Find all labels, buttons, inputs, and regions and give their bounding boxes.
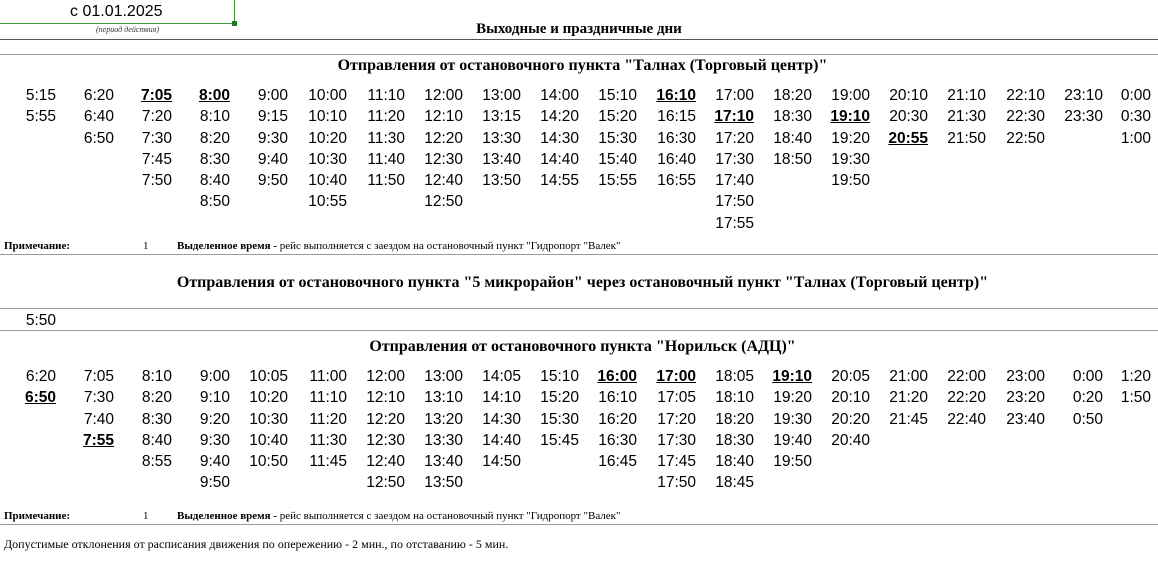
departure-time: 7:30	[141, 129, 172, 147]
departure-time: 12:20	[366, 410, 405, 428]
departure-time: 20:40	[831, 431, 870, 449]
departure-time: 9:40	[199, 453, 230, 471]
departure-time: 11:50	[367, 172, 405, 190]
departure-time: 13:40	[424, 453, 463, 471]
section-1-note	[177, 240, 621, 252]
departure-time: 7:20	[141, 108, 172, 126]
departure-time: 17:50	[715, 193, 754, 211]
departure-time: 12:10	[366, 389, 405, 407]
departure-time: 10:05	[249, 368, 288, 385]
departure-time: 18:30	[773, 108, 812, 126]
departure-time: 12:20	[424, 129, 463, 147]
departure-time: 16:30	[657, 129, 696, 147]
time-column	[714, 85, 754, 234]
departure-time: 17:30	[657, 431, 696, 449]
departure-time: 22:50	[1006, 129, 1045, 147]
time-column	[656, 85, 696, 191]
time-column	[889, 366, 928, 430]
departure-time: 10:20	[249, 389, 288, 407]
departure-time: 9:20	[199, 410, 230, 428]
departure-time: 20:10	[889, 87, 928, 104]
time-column	[888, 85, 928, 149]
departure-time: 23:10	[1064, 87, 1103, 104]
departure-time: 17:20	[715, 129, 754, 147]
departure-time: 20:10	[831, 389, 870, 407]
departure-time: 17:55	[715, 214, 754, 232]
departure-time: 18:50	[773, 150, 812, 168]
departure-time: 21:30	[947, 108, 986, 126]
departure-time-highlighted: 17:10	[714, 108, 754, 126]
time-column	[424, 366, 463, 494]
departure-time: 14:30	[540, 129, 579, 147]
departure-time: 11:10	[367, 87, 405, 104]
time-column	[1006, 366, 1045, 430]
departure-time-highlighted: 16:00	[597, 368, 637, 385]
departure-time: 21:20	[889, 389, 928, 407]
departure-time: 16:15	[657, 108, 696, 126]
departure-time: 16:10	[598, 389, 637, 407]
departure-time: 6:50	[83, 129, 114, 147]
section-1-top-rule	[0, 54, 1158, 55]
departure-time: 13:15	[482, 108, 521, 126]
departure-time: 14:30	[482, 410, 521, 428]
departure-time-highlighted: 7:55	[82, 431, 114, 449]
departure-time: 12:00	[366, 368, 405, 385]
header-divider	[0, 39, 1158, 40]
departure-time: 14:20	[540, 108, 579, 126]
departure-time: 11:30	[309, 431, 347, 449]
departure-time: 22:20	[947, 389, 986, 407]
departure-time: 15:40	[598, 150, 637, 168]
time-column	[597, 366, 637, 472]
departure-time: 8:50	[199, 193, 230, 211]
departure-time: 18:20	[715, 410, 754, 428]
departure-time: 23:00	[1006, 368, 1045, 385]
time-column	[308, 85, 347, 213]
time-column	[831, 366, 870, 451]
departure-time: 1:20	[1120, 368, 1151, 385]
departure-time: 11:30	[367, 129, 405, 147]
time-column	[715, 366, 754, 494]
departure-time: 20:20	[831, 410, 870, 428]
departure-time: 8:40	[199, 172, 230, 190]
departure-time: 9:50	[199, 474, 230, 492]
departure-time: 21:00	[889, 368, 928, 385]
time-column	[26, 85, 56, 128]
time-column	[366, 366, 405, 494]
time-column	[540, 85, 579, 191]
time-column	[540, 366, 579, 451]
time-column	[598, 85, 637, 191]
time-column	[84, 85, 114, 149]
period-date: с 01.01.2025	[70, 3, 163, 20]
departure-time: 14:10	[482, 389, 521, 407]
departure-time: 9:30	[199, 431, 230, 449]
departure-time: 17:45	[657, 453, 696, 471]
departure-time: 16:20	[598, 410, 637, 428]
time-column	[656, 366, 696, 494]
section-2-title: Отправления от остановочного пункта "5 микрорайон" через остановочный пункт "Талнах (Торговый центр)"	[176, 274, 989, 291]
departure-time: 19:30	[773, 410, 812, 428]
departure-time: 8:30	[199, 150, 230, 168]
departure-time: 18:30	[715, 431, 754, 449]
departure-time-highlighted: 20:55	[888, 129, 928, 147]
departure-time: 8:10	[141, 368, 172, 385]
time-column	[773, 85, 812, 170]
departure-time: 14:55	[540, 172, 579, 190]
departure-time: 11:45	[309, 453, 347, 471]
departure-time: 12:00	[424, 87, 463, 104]
section-3-note-number: 1	[143, 510, 149, 522]
section-3-note-label: Примечание:	[4, 510, 71, 522]
departure-time: 19:50	[773, 453, 812, 471]
departure-time: 10:30	[249, 410, 288, 428]
section-1-bottom-rule	[0, 254, 1158, 255]
departure-time: 22:30	[1006, 108, 1045, 126]
departure-time-highlighted: 6:50	[24, 389, 56, 407]
departure-time: 8:40	[141, 431, 172, 449]
departure-time: 8:20	[199, 129, 230, 147]
departure-time: 15:10	[598, 87, 637, 104]
departure-time: 21:45	[889, 410, 928, 428]
departure-time: 6:20	[83, 87, 114, 104]
departure-time: 9:15	[257, 108, 288, 126]
departure-time: 13:30	[424, 431, 463, 449]
section-3-title: Отправления от остановочного пункта "Норильск (АДЦ)"	[369, 338, 796, 355]
departure-time: 8:30	[141, 410, 172, 428]
departure-time: 18:45	[715, 474, 754, 492]
departure-time: 12:50	[366, 474, 405, 492]
departure-time: 14:05	[482, 368, 521, 385]
departure-time: 9:40	[257, 150, 288, 168]
departure-time: 14:00	[540, 87, 579, 104]
departure-time: 13:30	[482, 129, 521, 147]
departure-time: 8:10	[199, 108, 230, 126]
time-column	[83, 366, 114, 451]
departure-time: 9:00	[199, 368, 230, 385]
departure-time: 20:30	[889, 108, 928, 126]
departure-time: 0:00	[1120, 87, 1151, 104]
departure-time: 16:55	[657, 172, 696, 190]
period-caption: (период действия)	[96, 25, 160, 34]
departure-time: 18:20	[773, 87, 812, 104]
departure-time: 10:40	[249, 431, 288, 449]
time-column	[1006, 85, 1045, 149]
departure-time: 19:30	[831, 150, 870, 168]
time-column	[1121, 85, 1151, 149]
time-column	[1073, 366, 1103, 430]
departure-time: 15:10	[540, 368, 579, 385]
departure-time: 17:30	[715, 150, 754, 168]
departure-time: 19:50	[831, 172, 870, 190]
departure-time: 9:10	[199, 389, 230, 407]
time-column	[482, 85, 521, 191]
departure-time: 15:30	[540, 410, 579, 428]
departure-time: 23:30	[1064, 108, 1103, 126]
section-2-bottom-rule	[0, 330, 1158, 331]
departure-time: 14:50	[482, 453, 521, 471]
departure-time: 19:40	[773, 431, 812, 449]
departure-time: 17:20	[657, 410, 696, 428]
time-column	[200, 366, 230, 494]
departure-time: 7:45	[141, 150, 172, 168]
departure-time: 13:00	[482, 87, 521, 104]
departure-time: 20:05	[831, 368, 870, 385]
departure-time: 10:55	[308, 193, 347, 211]
departure-time-highlighted: 8:00	[198, 87, 230, 104]
departure-time: 13:10	[424, 389, 463, 407]
departure-time: 18:10	[715, 389, 754, 407]
departure-time: 22:40	[947, 410, 986, 428]
departure-time: 0:00	[1072, 368, 1103, 385]
departure-time: 6:20	[25, 368, 56, 385]
time-column	[26, 310, 56, 331]
departure-time: 12:50	[424, 193, 463, 211]
departure-time: 5:15	[25, 87, 56, 104]
departure-time: 22:00	[947, 368, 986, 385]
departure-time: 12:30	[366, 431, 405, 449]
time-column	[947, 366, 986, 430]
departure-time: 11:20	[367, 108, 405, 126]
departure-time: 8:20	[141, 389, 172, 407]
departure-time: 16:40	[657, 150, 696, 168]
departure-time-highlighted: 19:10	[830, 108, 870, 126]
departure-time: 17:50	[657, 474, 696, 492]
departure-time: 21:10	[947, 87, 986, 104]
section-1-note-text: рейс выполняется с заездом на остановочный пункт "Гидропорт "Валек"	[279, 240, 621, 252]
departure-time: 14:40	[482, 431, 521, 449]
departure-time: 13:40	[482, 150, 521, 168]
departure-time: 12:40	[424, 172, 463, 190]
departure-time: 10:00	[308, 87, 347, 104]
time-column	[947, 85, 986, 149]
departure-time: 9:30	[257, 129, 288, 147]
departure-time: 12:40	[366, 453, 405, 471]
time-column	[258, 85, 288, 191]
departure-time: 5:55	[25, 108, 56, 126]
departure-time: 23:40	[1006, 410, 1045, 428]
time-column	[1121, 366, 1151, 409]
departure-time: 15:30	[598, 129, 637, 147]
time-column	[249, 366, 288, 472]
departure-time: 19:20	[773, 389, 812, 407]
departure-time: 1:50	[1120, 389, 1151, 407]
time-column	[772, 366, 812, 472]
departure-time: 5:50	[25, 312, 56, 329]
departure-time: 15:55	[598, 172, 637, 190]
departure-time: 12:10	[424, 108, 463, 126]
departure-time-highlighted: 17:00	[656, 368, 696, 385]
section-1-note-highlight: Выделенное время -	[177, 240, 278, 252]
departure-time: 16:30	[598, 431, 637, 449]
departure-time: 17:40	[715, 172, 754, 190]
departure-time: 7:30	[83, 389, 114, 407]
departure-time: 18:40	[773, 129, 812, 147]
time-column	[830, 85, 870, 191]
departure-time: 11:10	[309, 389, 347, 407]
departure-time: 11:00	[309, 368, 347, 385]
departure-time: 13:00	[424, 368, 463, 385]
departure-time: 0:30	[1120, 108, 1151, 126]
departure-time: 22:10	[1006, 87, 1045, 104]
departure-time: 11:20	[309, 410, 347, 428]
departure-time: 9:00	[257, 87, 288, 104]
section-3-note-text: рейс выполняется с заездом на остановочный пункт "Гидропорт "Валек"	[279, 510, 621, 522]
departure-time: 18:05	[715, 368, 754, 385]
departure-time: 12:30	[424, 150, 463, 168]
departure-time: 7:50	[141, 172, 172, 190]
departure-time: 10:30	[308, 150, 347, 168]
departure-time-highlighted: 19:10	[772, 368, 812, 385]
departure-time-highlighted: 16:10	[656, 87, 696, 104]
departure-time: 18:40	[715, 453, 754, 471]
departure-time: 13:50	[424, 474, 463, 492]
departure-time: 15:45	[540, 431, 579, 449]
time-column	[25, 366, 56, 409]
section-1-note-number: 1	[143, 240, 149, 252]
departure-time: 10:50	[249, 453, 288, 471]
footer-deviation-note: Допустимые отклонения от расписания движения по опережению - 2 мин., по отставанию - 5 мин.	[4, 537, 509, 551]
time-column	[141, 85, 172, 191]
time-column	[367, 85, 405, 191]
section-3-note-highlight: Выделенное время -	[177, 510, 278, 522]
day-type-title: Выходные и праздничные дни	[476, 21, 682, 37]
departure-time: 0:20	[1072, 389, 1103, 407]
departure-time: 13:50	[482, 172, 521, 190]
departure-time: 0:50	[1072, 410, 1103, 428]
departure-time: 16:45	[598, 453, 637, 471]
departure-time: 19:20	[831, 129, 870, 147]
departure-time: 14:40	[540, 150, 579, 168]
section-2-rule	[0, 308, 1158, 309]
departure-time: 17:05	[657, 389, 696, 407]
departure-time: 10:40	[308, 172, 347, 190]
section-3-note	[177, 510, 621, 522]
departure-time: 21:50	[947, 129, 986, 147]
section-3-bottom-rule	[0, 524, 1158, 525]
departure-time: 15:20	[598, 108, 637, 126]
departure-time: 6:40	[83, 108, 114, 126]
departure-time: 10:20	[308, 129, 347, 147]
departure-time: 13:20	[424, 410, 463, 428]
departure-time: 7:40	[83, 410, 114, 428]
departure-time: 9:50	[257, 172, 288, 190]
departure-time: 10:10	[308, 108, 347, 126]
time-column	[482, 366, 521, 472]
departure-time: 11:40	[367, 150, 405, 168]
departure-time: 15:20	[540, 389, 579, 407]
time-column	[142, 366, 172, 472]
time-column	[1064, 85, 1103, 128]
section-1-title: Отправления от остановочного пункта "Талнах (Торговый центр)"	[337, 57, 828, 74]
departure-time: 19:00	[831, 87, 870, 104]
time-column	[199, 85, 230, 213]
section-1-note-label: Примечание:	[4, 240, 71, 252]
departure-time: 8:55	[141, 453, 172, 471]
departure-time: 7:05	[83, 368, 114, 385]
time-column	[309, 366, 347, 472]
departure-time: 1:00	[1120, 129, 1151, 147]
departure-time-highlighted: 7:05	[140, 87, 172, 104]
departure-time: 17:00	[715, 87, 754, 104]
departure-time: 23:20	[1006, 389, 1045, 407]
time-column	[424, 85, 463, 213]
